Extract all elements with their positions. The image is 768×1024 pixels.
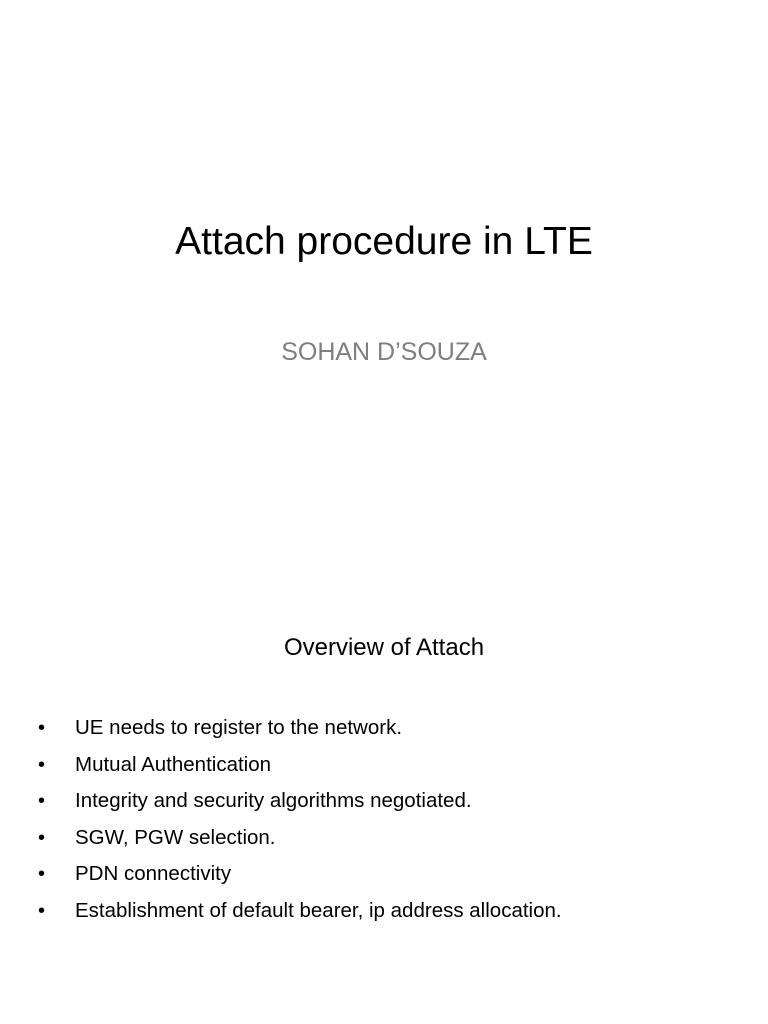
bullet-icon: • [38, 826, 46, 849]
slide-title: Attach procedure in LTE [175, 220, 593, 263]
bullet-text: Integrity and security algorithms negotiated. [75, 789, 472, 813]
bullet-icon: • [38, 717, 46, 739]
bullet-icon: • [38, 863, 46, 886]
bullet-text: SGW, PGW selection. [75, 825, 276, 849]
bullet-text: Establishment of default bearer, ip address allocation. [75, 898, 562, 922]
bullet-icon: • [38, 790, 46, 813]
overview-slide [0, 512, 768, 1024]
overview-heading: Overview of Attach [283, 634, 485, 661]
bullet-text: Mutual Authentication [75, 752, 272, 776]
bullet-text: PDN connectivity [75, 862, 232, 886]
bullet-icon: • [38, 753, 46, 776]
slide-subtitle: SOHAN D’SOUZA [281, 338, 487, 366]
bullet-text: UE needs to register to the network. [75, 716, 403, 739]
bullet-icon: • [38, 899, 46, 922]
